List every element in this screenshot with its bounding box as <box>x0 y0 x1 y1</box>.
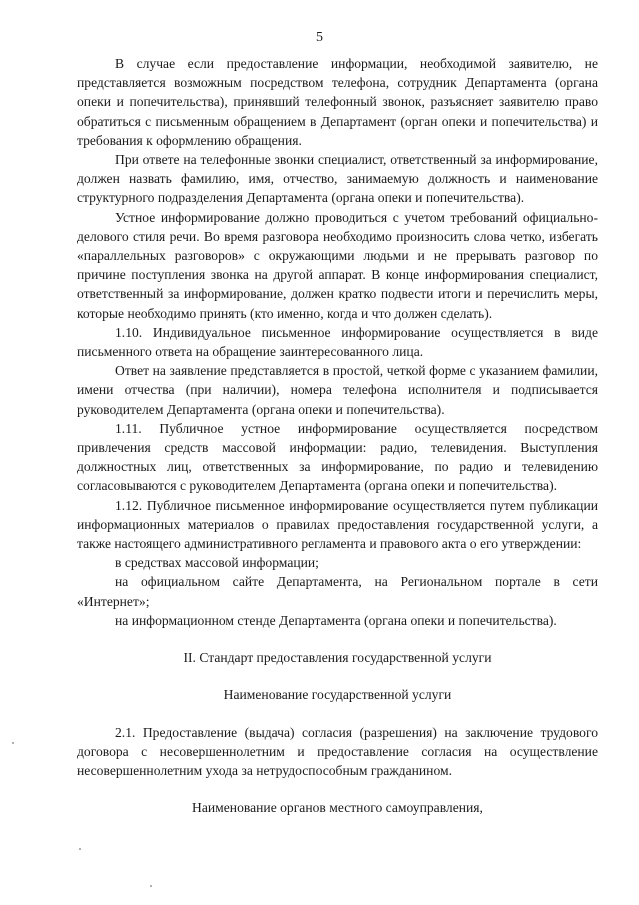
paragraph-1-12: 1.12. Публичное письменное информирование осуществляется путем публикации информационных материалов о правилах предоставления государственной услуги, а также настоящего административного регламента и правового акта о его утверждении: <box>77 497 598 552</box>
paragraph-2-1: 2.1. Предоставление (выдача) согласия (разрешения) на заключение трудового договора с несовершеннолетним и предоставление согласия на осуществление несовершеннолетним ухода за нетрудоспособным гражданином. <box>77 724 598 778</box>
list-item-media: в средствах массовой информации; <box>115 555 319 571</box>
paragraph-1-10: 1.10. Индивидуальное письменное информирование осуществляется в виде письменного ответа на обращение заинтересованного лица. <box>77 324 598 360</box>
paragraph-phone-answer: При ответе на телефонные звонки специалист, ответственный за информирование, должен назвать фамилию, имя, отчество, занимаемую должность и наименование структурного подразделения Департамента (органа опеки и попечительства). <box>77 152 598 206</box>
subheading-service-name: Наименование государственной услуги <box>223 687 452 703</box>
page-number: 5 <box>316 30 323 45</box>
list-item-website: на официальном сайте Департамента, на Региональном портале в сети «Интернет»; <box>77 574 598 609</box>
scan-speck <box>12 742 14 744</box>
scan-speck <box>79 848 81 850</box>
paragraph-phone-unavailable: В случае если предоставление информации, необходимой заявителю, не представляется возможным посредством телефона, сотрудник Департамента (органа опеки и попечительства), принявший телефонный звонок, разъясняет заявителю право обратиться с письменным обращением в Департамент (орган опеки и попечительства) и требования к оформлению обращения. <box>77 56 598 148</box>
document-body <box>77 54 598 817</box>
subheading-authorities: Наименование органов местного самоуправления, <box>192 800 483 816</box>
list-item-stand: на информационном стенде Департамента (органа опеки и попечительства). <box>115 612 557 628</box>
paragraph-response: Ответ на заявление представляется в простой, четкой форме с указанием фамилии, имени отчества (при наличии), номера телефона исполнителя и подписывается руководителем Департамента (органа опеки и попечительства). <box>77 363 598 417</box>
paragraph-1-11: 1.11. Публичное устное информирование осуществляется посредством привлечения средств массовой информации: радио, телевидения. Выступления должностных лиц, ответственных за информирование, по радио и телевидению согласовываются с руководителем Департамента (органа опеки и попечительства). <box>77 420 598 494</box>
paragraph-oral-informing: Устное информирование должно проводиться с учетом требований официально-делового стиля речи. Во время разговора необходимо произносить слова четко, избегать «параллельных разговоров» с окружающими людьми и не прерывать разговор по причине поступления звонка на другой аппарат. В конце информирования специалист, ответственный за информирование, должен кратко подвести итоги и перечислить меры, которые необходимо принять (кто именно, когда и что должен сделать). <box>77 209 598 321</box>
scan-speck <box>150 885 152 887</box>
section-heading: II. Стандарт предоставления государственной услуги <box>183 650 492 666</box>
